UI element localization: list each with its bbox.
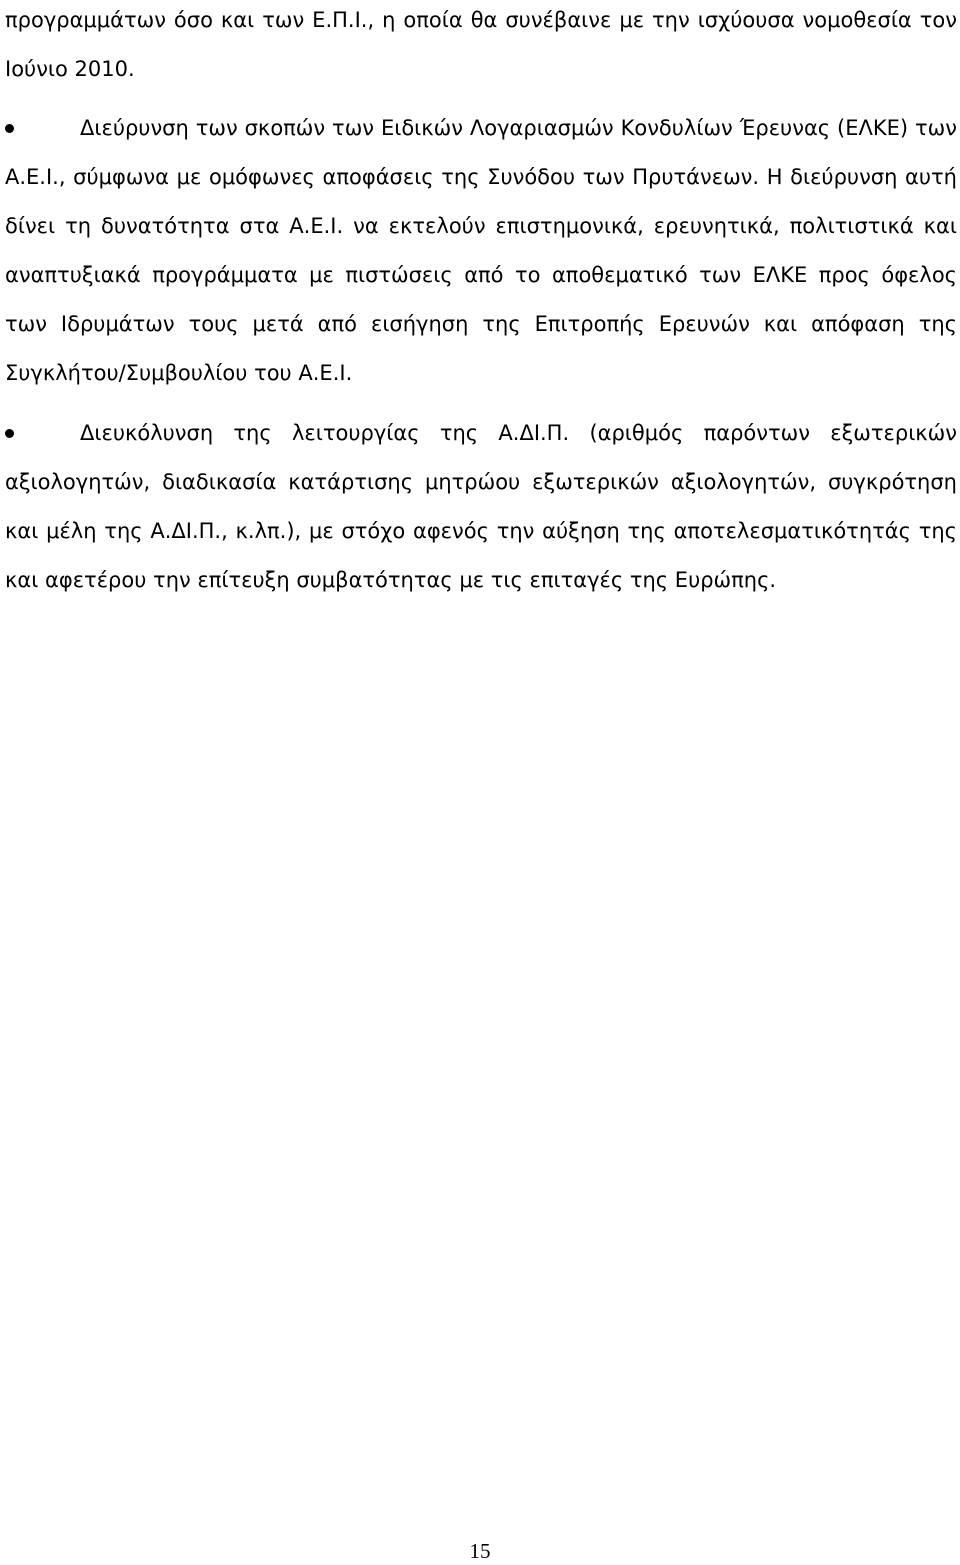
bullet-text: Διευκόλυνση της λειτουργίας της Α.ΔΙ.Π. (αριθμός παρόντων εξωτερικών αξιολογητών, διαδικασία κατάρτισης μητρώου εξωτερικών αξιολογητών, συγκρότηση και μέλη της Α.ΔΙ.Π., κ.λπ.), με στόχο αφενός την αύξηση της αποτελεσματικότητάς της και αφετέρου την επίτευξη συμβατότητας με τις επιταγές της Ευρώπης. [5, 421, 957, 592]
document-page [5, 0, 957, 605]
bullet-icon [5, 124, 14, 133]
lead-paragraph: προγραμμάτων όσο και των Ε.Π.Ι., η οποία θα συνέβαινε με την ισχύουσα νομοθεσία τον Ιούνιο 2010. [5, 8, 957, 81]
bullet-item-adip [5, 409, 957, 605]
bullet-icon [5, 429, 14, 438]
bullet-text: Διεύρυνση των σκοπών των Ειδικών Λογαριασμών Κονδυλίων Έρευνας (ΕΛΚΕ) των Α.Ε.Ι., σύμφωνα με ομόφωνες αποφάσεις της Συνόδου των Πρυτάνεων. Η διεύρυνση αυτή δίνει τη δυνατότητα στα Α.Ε.Ι. να εκτελούν επιστημονικά, ερευνητικά, πολιτιστικά και αναπτυξιακά προγράμματα με πιστώσεις από το αποθεματικό των ΕΛΚΕ προς όφελος των Ιδρυμάτων τους μετά από εισήγηση της Επιτροπής Ερευνών και απόφαση της Συγκλήτου/Συμβουλίου του Α.Ε.Ι. [5, 116, 957, 385]
page-number: 15 [469, 1539, 491, 1563]
bullet-item-elke [5, 104, 957, 398]
